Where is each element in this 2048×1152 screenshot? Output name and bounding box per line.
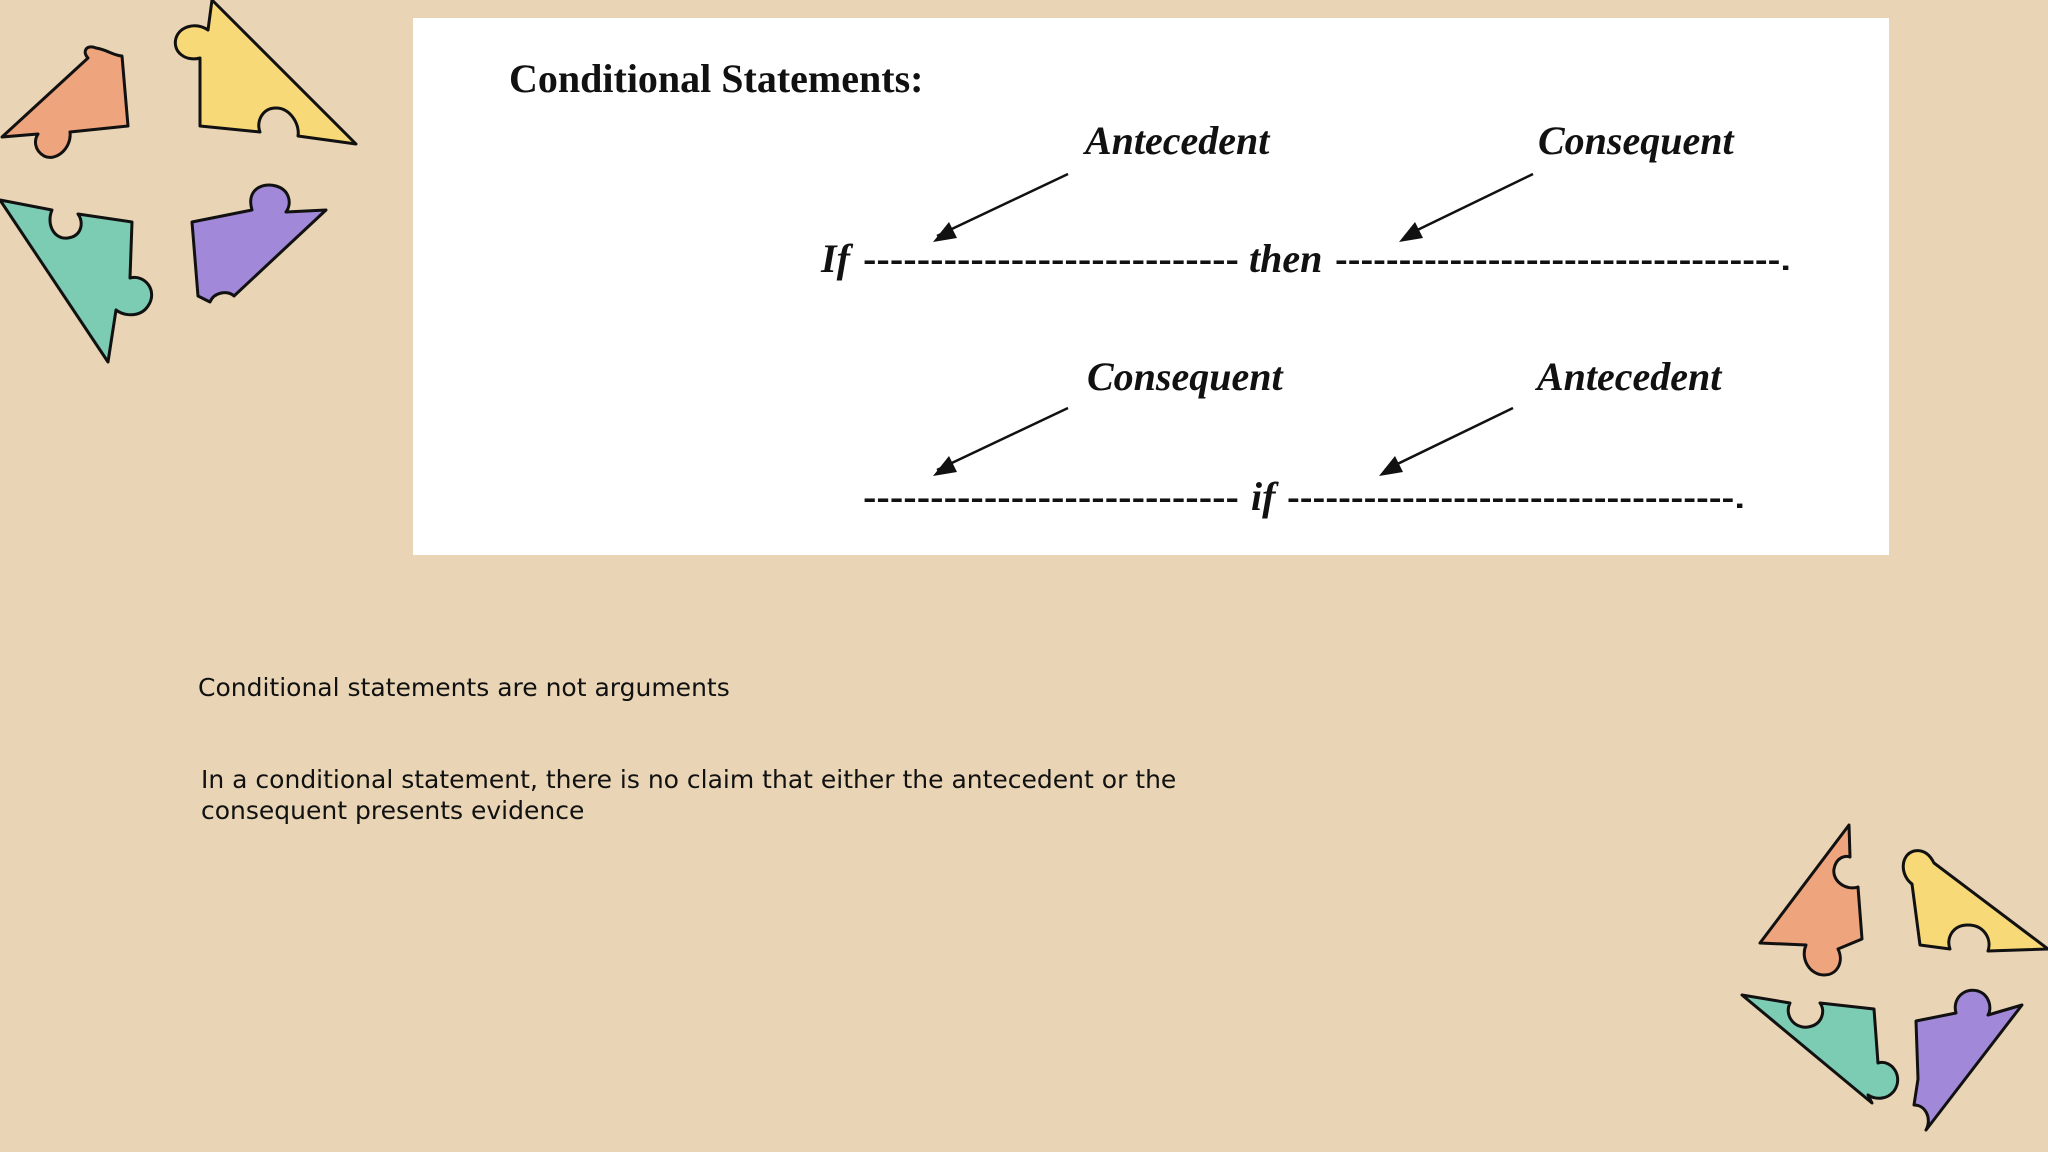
row2-word-if: if — [1251, 474, 1276, 519]
row1-label-antecedent: Antecedent — [1085, 118, 1270, 163]
row1-blank-consequent: -----------------------------------. — [1335, 244, 1791, 277]
row1-label-consequent: Consequent — [1538, 118, 1734, 163]
orange-puzzle-piece-icon — [2, 47, 128, 157]
row2-arrow-left-icon — [933, 408, 1068, 476]
figure-title: Conditional Statements: — [509, 56, 924, 101]
row1-arrow-left-icon — [933, 174, 1068, 242]
green-puzzle-piece-icon — [1742, 995, 1898, 1103]
row2-label-antecedent: Antecedent — [1537, 354, 1722, 399]
puzzle-pieces-bottom-right-decoration — [1730, 815, 2048, 1152]
conditional-statements-figure — [413, 18, 1889, 555]
conditional-statements-diagram — [413, 18, 1889, 555]
yellow-puzzle-piece-icon — [175, 0, 356, 144]
point-not-arguments: Conditional statements are not arguments — [198, 673, 730, 702]
row2-blank-consequent: ---------------------------- — [863, 482, 1239, 515]
green-puzzle-piece-icon — [0, 200, 152, 362]
row1-word-if: If — [821, 236, 850, 281]
row2-blank-antecedent: -----------------------------------. — [1287, 482, 1745, 515]
row1-blank-antecedent: ---------------------------- — [863, 244, 1239, 277]
row2-label-consequent: Consequent — [1087, 354, 1283, 399]
row2-arrow-right-icon — [1379, 408, 1513, 476]
row1-arrow-right-icon — [1399, 174, 1533, 242]
orange-puzzle-piece-icon — [1760, 825, 1862, 975]
point-no-evidence-claim: In a conditional statement, there is no claim that either the antecedent or the consequent presents evidence — [201, 765, 1177, 825]
purple-puzzle-piece-icon — [192, 185, 326, 302]
purple-puzzle-piece-icon — [1914, 990, 2022, 1130]
row1-word-then: then — [1249, 236, 1323, 281]
yellow-puzzle-piece-icon — [1903, 851, 2048, 951]
puzzle-pieces-top-left-decoration — [0, 0, 380, 380]
